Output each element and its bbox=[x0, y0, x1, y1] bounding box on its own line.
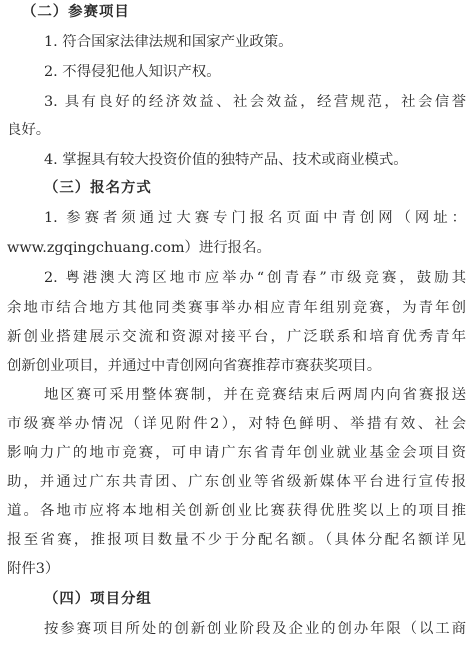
section-heading-registration-method: （三）报名方式 bbox=[44, 180, 152, 196]
paragraph-line: 附件3） bbox=[7, 561, 60, 577]
section-heading-project-groups: （四）项目分组 bbox=[44, 591, 152, 607]
paragraph-line: 余地市结合地方其他同类赛事举办相应青年组别竞赛，为青年创 bbox=[7, 300, 466, 316]
list-item-continuation: www.zgqingchuang.com）进行报名。 bbox=[7, 240, 271, 256]
paragraph-line: 助，并通过广东共青团、广东创业等省级新媒体平台进行宣传报 bbox=[7, 474, 466, 490]
paragraph-line: 市级赛举办情况（详见附件2），对特色鲜明、举措有效、社会 bbox=[7, 416, 466, 432]
paragraph-line: 按参赛项目所处的创新创业阶段及企业的创办年限（以工商 bbox=[44, 621, 466, 637]
section-heading-participating-projects: （二）参赛项目 bbox=[22, 4, 130, 20]
list-item: 2. 不得侵犯他人知识产权。 bbox=[44, 64, 221, 80]
paragraph-line: 影响力广的地市竞赛，可申请广东省青年创业就业基金会项目资 bbox=[7, 445, 466, 461]
paragraph-line: 2. 粤港澳大湾区地市应举办“创青春”市级竞赛，鼓励其 bbox=[44, 270, 466, 286]
paragraph-line: 报至省赛，推报项目数量不少于分配名额。（具体分配名额详见 bbox=[7, 532, 466, 548]
list-item: 1. 符合国家法律法规和国家产业政策。 bbox=[44, 34, 293, 50]
paragraph-line: 创新创业项目，并通过中青创网向省赛推荐市赛获奖项目。 bbox=[7, 358, 382, 374]
paragraph-line: 新创业搭建展示交流和资源对接平台，广泛联系和培育优秀青年 bbox=[7, 329, 466, 345]
list-item: 3. 具有良好的经济效益、社会效益，经营规范，社会信誉 bbox=[44, 94, 466, 110]
list-item-continuation: 良好。 bbox=[7, 122, 51, 138]
list-item: 4. 掌握具有较大投资价值的独特产品、技术或商业模式。 bbox=[44, 152, 408, 168]
list-item: 1. 参赛者须通过大赛专门报名页面中青创网（网址： bbox=[44, 210, 466, 226]
paragraph-line: 道。各地市应将本地相关创新创业比赛获得优胜奖以上的项目推 bbox=[7, 503, 466, 519]
paragraph-line: 地区赛可采用整体赛制，并在竞赛结束后两周内向省赛报送 bbox=[44, 387, 466, 403]
